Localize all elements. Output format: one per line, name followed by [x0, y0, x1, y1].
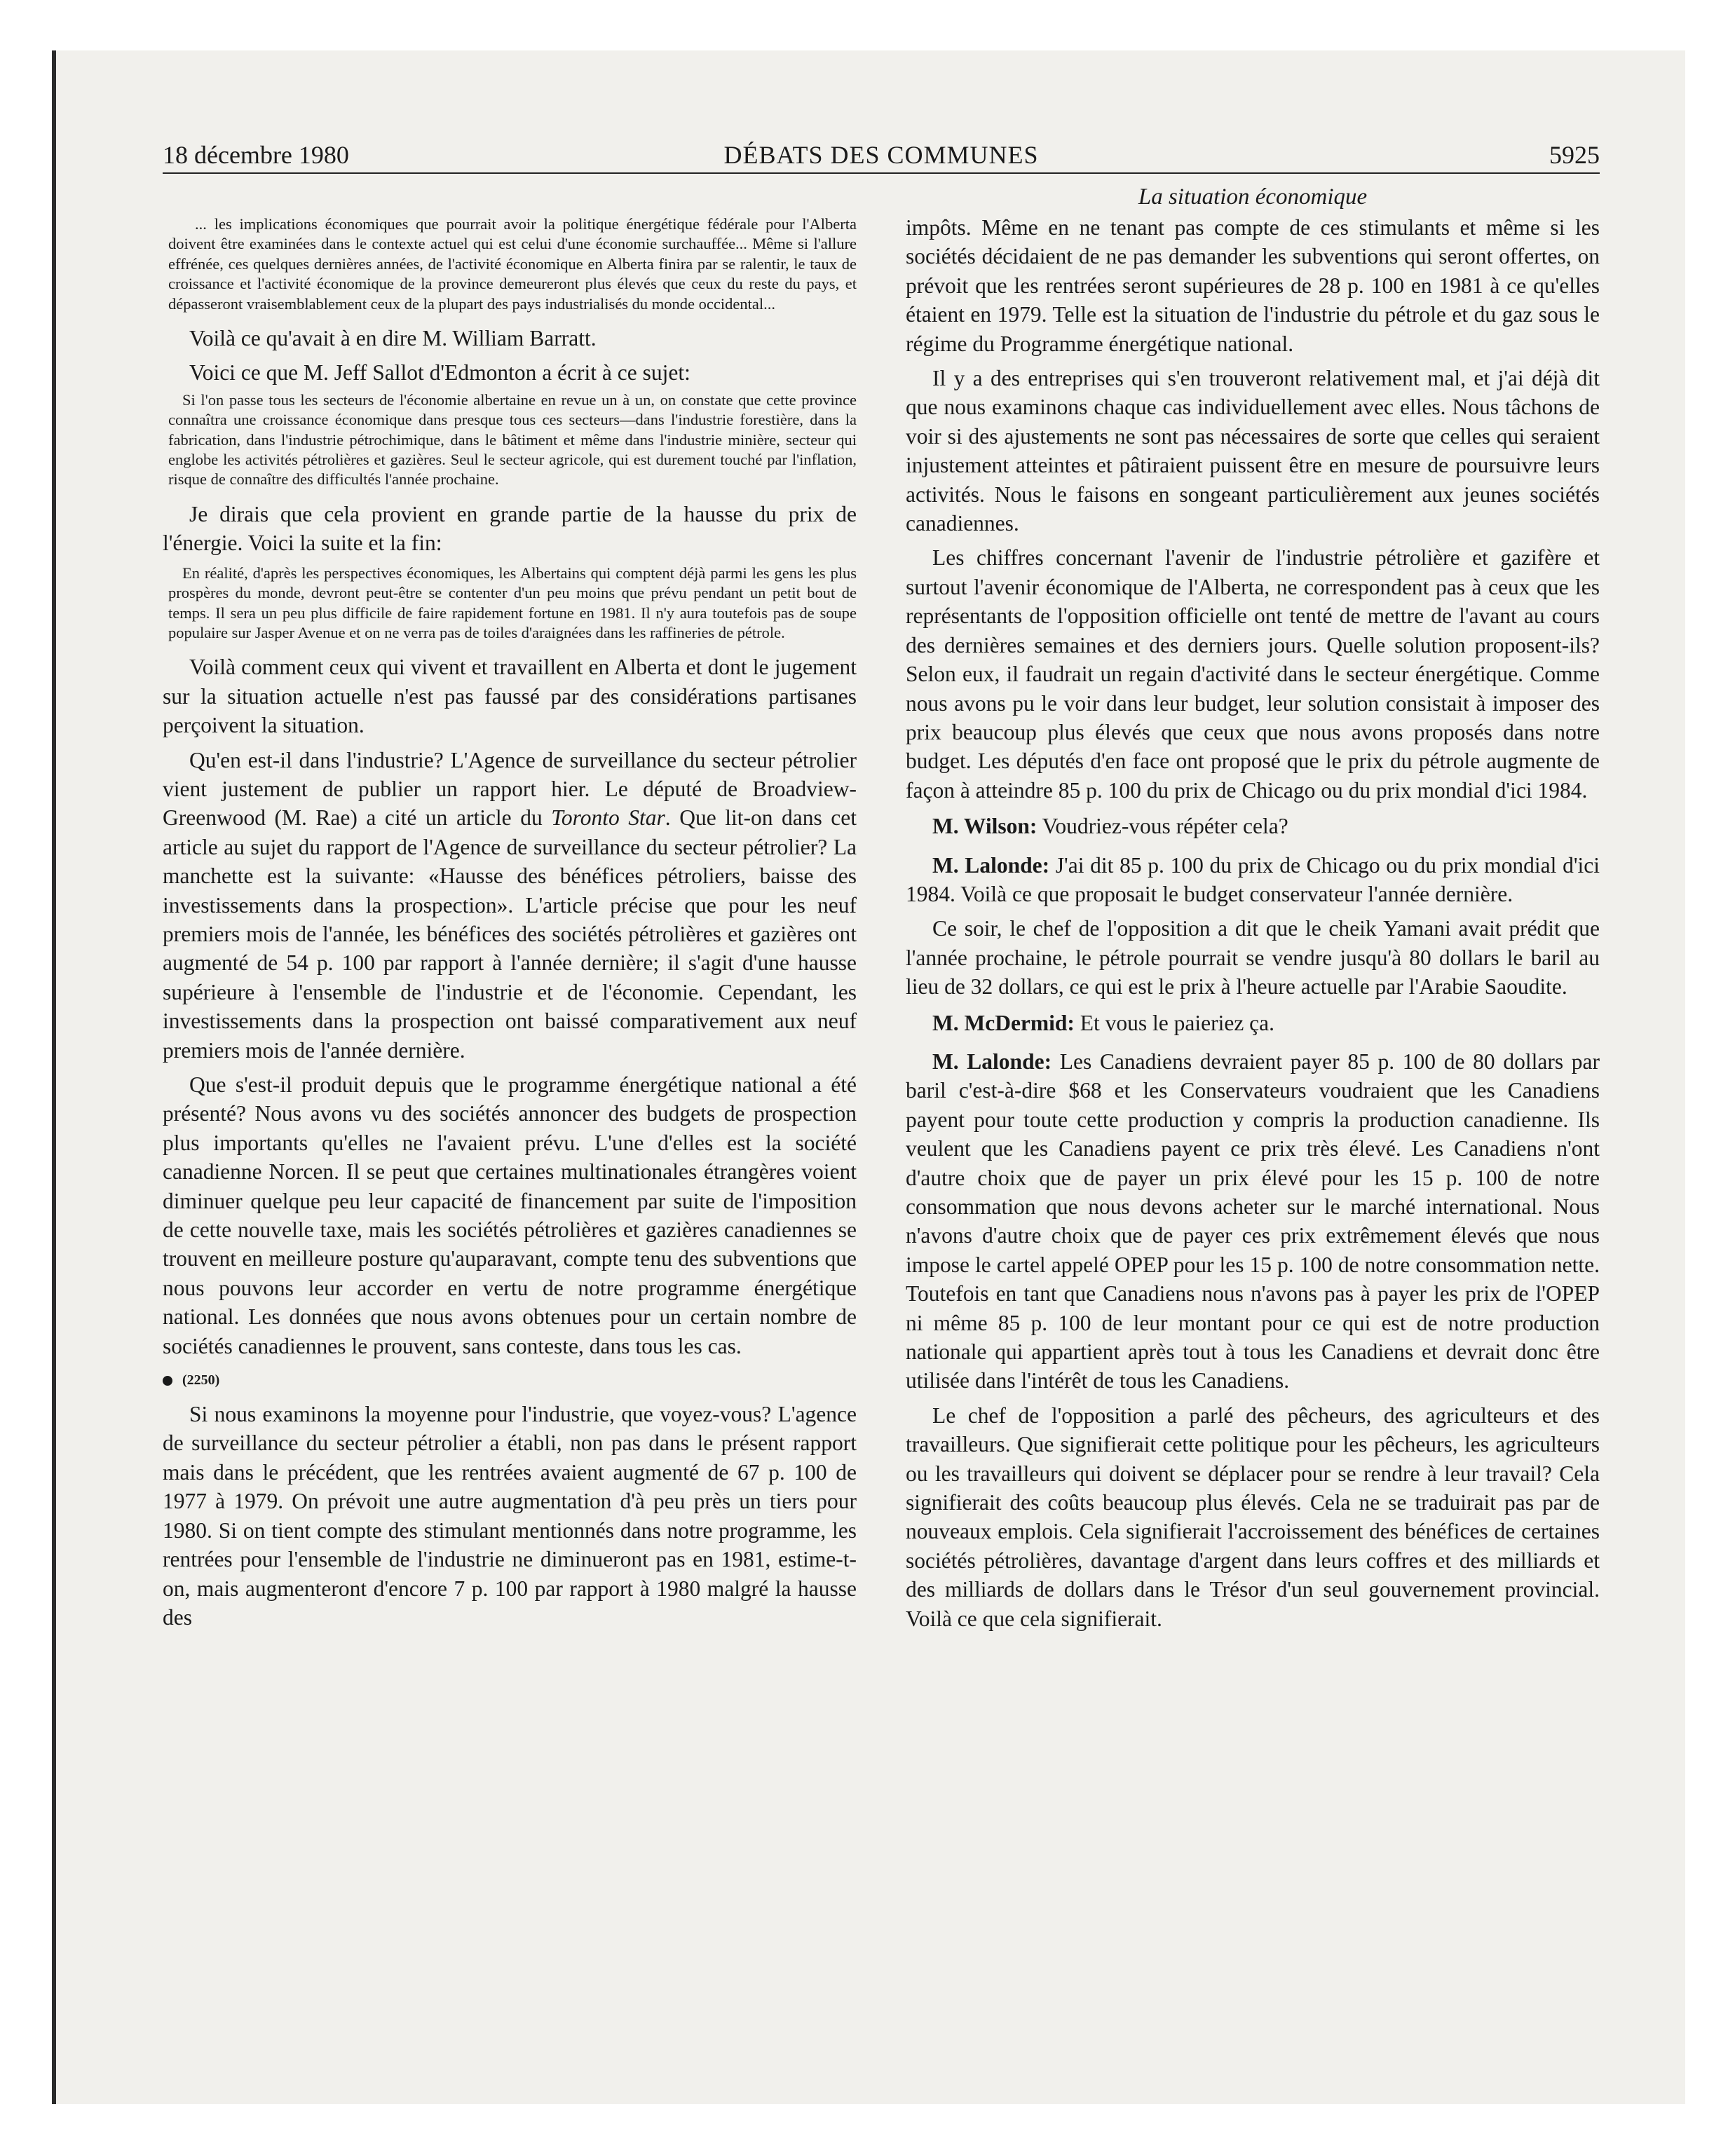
paragraph: Si nous examinons la moyenne pour l'industrie, que voyez-vous? L'agence de surveillance du secteur pétrolier a établi, non pas dans le présent rapport mais dans le précédent, que les rentrées avaient augmenté de 67 p. 100 de 1977 à 1979. On prévoit une autre augmentation d'à peu près un tiers pour 1980. Si on tient compte des stimulant mentionnés dans notre programme, les rentrées pour l'ensemble de l'industrie ne diminueront pas en 1981, estime-t-on, mais augmenteront d'encore 7 p. 100 par rapport à 1980 malgré la hausse des — [163, 1402, 857, 1630]
block-quote-sallot: Si l'on passe tous les secteurs de l'économie albertaine en revue un à un, on constate que cette province connaîtra une croissance économique dans presque tous ces secteurs—dans l'industrie forestière, dans la fabrication, dans l'industrie pétrochimique, dans le bâtiment et même dans l'industrie minière, secteur qui englobe les activités pétrolières et gazières. Seul le secteur agricole, qui est durement touché par l'inflation, risque de connaître des difficultés l'année prochaine. — [168, 390, 857, 489]
speech-text: Voudriez-vous répéter cela? — [1037, 814, 1288, 839]
document-page — [163, 139, 1600, 1631]
speech-lalonde — [906, 1047, 1600, 1396]
speaker-name: M. McDermid: — [932, 1010, 1075, 1035]
paragraph: Je dirais que cela provient en grande partie de la hausse du prix de l'énergie. Voici la suite et la fin: — [163, 501, 857, 556]
right-column — [906, 182, 1600, 1639]
header-title: DÉBATS DES COMMUNES — [723, 141, 1039, 169]
paragraph: Les chiffres concernant l'avenir de l'industrie pétrolière et gazifère et surtout l'avenir économique de l'Alberta, ne correspondent pas à ceux que les représentants de l'opposition officielle ont tenté de mettre de l'avant au cours des dernières semaines et des derniers jours. Quelle solution proposent-ils? Selon eux, il faudrait un regain d'activité dans le secteur énergétique. Comme nous avons pu le voir dans leur budget, leur solution consistait à imposer des prix beaucoup plus élevés que ceux que nous avons proposés dans notre budget. Les députés d'en face ont proposé que le prix du pétrole augmente de façon à atteindre 85 p. 100 du prix de Chicago ou du prix mondial d'ici 1984. — [906, 545, 1600, 803]
left-column — [163, 214, 857, 1637]
paragraph-text: Qu'en est-il dans l'industrie? L'Agence de surveillance du secteur pétrolier vient justement de publier un rapport hier. Le député de Broadview-Greenwood (M. Rae) a cité un article du — [163, 747, 857, 831]
paragraph: Voilà comment ceux qui vivent et travaillent en Alberta et dont le jugement sur la situation actuelle n'est pas faussé par des considérations partisanes perçoivent la situation. — [163, 655, 857, 738]
speaker-name: M. Wilson: — [932, 814, 1037, 839]
paragraph: Le chef de l'opposition a parlé des pêcheurs, des agriculteurs et des travailleurs. Que signifierait cette politique pour les pêcheurs, les agriculteurs ou les travailleurs qui doivent se déplacer pour se rendre à leur travail? Cela signifierait des coûts beaucoup plus élevés. Cela ne se traduirait pas par de nouveaux emplois. Cela signifierait l'accroissement des bénéfices de certaines sociétés pétrolières, davantage d'argent dans leurs coffres et des milliards et des milliards de dollars dans le Trésor d'un seul gouvernement provincial. Voilà ce que cela signifierait. — [906, 1403, 1600, 1631]
block-quote-barratt: ... les implications économiques que pourrait avoir la politique énergétique fédérale pour l'Alberta doivent être examinées dans le contexte actuel qui est celui d'une économie surchauffée... Même si l'allure effrénée, ces quelques dernières années, de l'activité économique en Alberta finira par se ralentir, le taux de croissance et l'activité économique de la province demeureront plus élevés que ceux du reste du pays, et dépasseront vraisemblablement ceux de la plupart des pays industrialisés du monde occidental... — [168, 215, 857, 313]
time-marker — [163, 1366, 857, 1394]
paragraph: Voici ce que M. Jeff Sallot d'Edmonton a écrit à ce sujet: — [189, 360, 690, 386]
block-quote-sallot-end: En réalité, d'après les perspectives économiques, les Albertains qui comptent déjà parmi les gens les plus prospères du monde, devront peut-être se contenter d'un peu moins que prévu pendant un petit bout de temps. Il sera un peu plus difficile de faire rapidement fortune en 1981. Il n'y aura toutefois pas de soupe populaire sur Jasper Avenue et on ne verra pas de toiles d'araignées dans les raffineries de pétrole. — [168, 564, 857, 641]
speaker-name: M. Lalonde: — [932, 852, 1050, 878]
paragraph: Il y a des entreprises qui s'en trouveront relativement mal, et j'ai déjà dit que nous examinons chaque cas individuellement avec elles. Nous tâchons de voir si des ajustements ne sont pas nécessaires de sorte que celles qui seraient injustement atteintes et pâtiraient puissent être en mesure de poursuivre leurs activités. Nous le faisons en songeant particulièrement aux jeunes sociétés canadiennes. — [906, 366, 1600, 536]
running-header — [163, 139, 1600, 174]
paragraph: impôts. Même en ne tenant pas compte de ces stimulants et même si les sociétés décidaient de ne pas demander les subventions qui seront offertes, on prévoit que les rentrées seront supérieures de 28 p. 100 en 1981 à ce qu'elles étaient en 1979. Telle est la situation de l'industrie du pétrole et du gaz sous le régime du Programme énergétique national. — [906, 215, 1600, 356]
speech-text: J'ai dit 85 p. 100 du prix de Chicago ou du prix mondial d'ici 1984. Voilà ce que proposait le budget conservateur l'année dernière. — [906, 852, 1600, 906]
paragraph: Ce soir, le chef de l'opposition a dit que le cheik Yamani avait prédit que l'année prochaine, le pétrole pourrait se vendre jusqu'à 80 dollars le baril au lieu de 32 dollars, ce qui est le prix à l'heure actuelle par l'Arabie Saoudite. — [906, 916, 1600, 999]
speech-mcdermid — [906, 1009, 1600, 1037]
newspaper-title: Toronto Star — [551, 805, 665, 831]
bullet-dot-icon — [163, 1376, 172, 1386]
speech-text: Et vous le paieriez ça. — [1074, 1010, 1275, 1035]
page-number: 5925 — [1549, 141, 1600, 169]
paragraph: Voilà ce qu'avait à en dire M. William Barratt. — [189, 326, 597, 351]
paragraph: Que s'est-il produit depuis que le programme énergétique national a été présenté? Nous avons vu des sociétés annoncer des budgets de prospection plus importants qu'elles ne l'avaient prévu. L'une d'elles est la société canadienne Norcen. Il se peut que certaines multinationales étrangères voient diminuer quelque peu leur capacité de financement par suite de l'imposition de cette nouvelle taxe, mais les sociétés pétrolières et gazières canadiennes se trouvent en meilleure posture qu'auparavant, compte tenu des subventions que nous pouvons leur accorder en vertu de notre programme énergétique national. Les données que nous avons obtenues pour un certain nombre de sociétés canadiennes le prouvent, sans conteste, dans tous les cas. — [163, 1072, 857, 1358]
speech-lalonde — [906, 851, 1600, 909]
paragraph-text: . Que lit-on dans cet article au sujet du rapport de l'Agence de surveillance du secteur pétrolier? La manchette est la suivante: «Hausse des bénéfices pétroliers, baisse des investissements dans la prospection». L'article précise que pour les neuf premiers mois de l'année, les bénéfices des sociétés pétrolières et gazières ont augmenté de 54 p. 100 par rapport à l'année dernière; il s'agit d'une hausse supérieure à l'ensemble de l'industrie et de l'économie. Cependant, les investissements dans la prospection ont baissé comparativement aux neuf premiers mois de l'année dernière. — [163, 805, 857, 1063]
time-marker-label: (2250) — [182, 1372, 220, 1389]
section-title: La situation économique — [1138, 184, 1368, 210]
page-binding-edge — [52, 50, 56, 2104]
speech-text: Les Canadiens devraient payer 85 p. 100 de 80 dollars par baril c'est-à-dire $68 et les Conservateurs voudraient que les Canadiens payent pour toute cette production y compris la production canadienne. Ils veulent que les Canadiens payent ce prix très élevé. Les Canadiens n'ont d'autre choix que de payer un prix élevé pour les 15 p. 100 de notre consommation que nous devons acheter sur le marché international. Nous n'avons d'autre choix que de payer ces prix extrêmement élevés que nous impose le cartel appelé OPEP pour les 15 p. 100 de notre consommation nette. Toutefois en tant que Canadiens nous n'avons pas à payer les prix de l'OPEP ni même 85 p. 100 de leur montant pour ce qui est de notre production nationale qui appartient après tout à tous les Canadiens et devrait donc être utilisée dans l'intérêt de tous les Canadiens. — [906, 1049, 1600, 1393]
header-date: 18 décembre 1980 — [163, 141, 349, 169]
paragraph — [163, 746, 857, 1065]
speech-wilson — [906, 812, 1600, 840]
speaker-name: M. Lalonde: — [932, 1049, 1052, 1074]
